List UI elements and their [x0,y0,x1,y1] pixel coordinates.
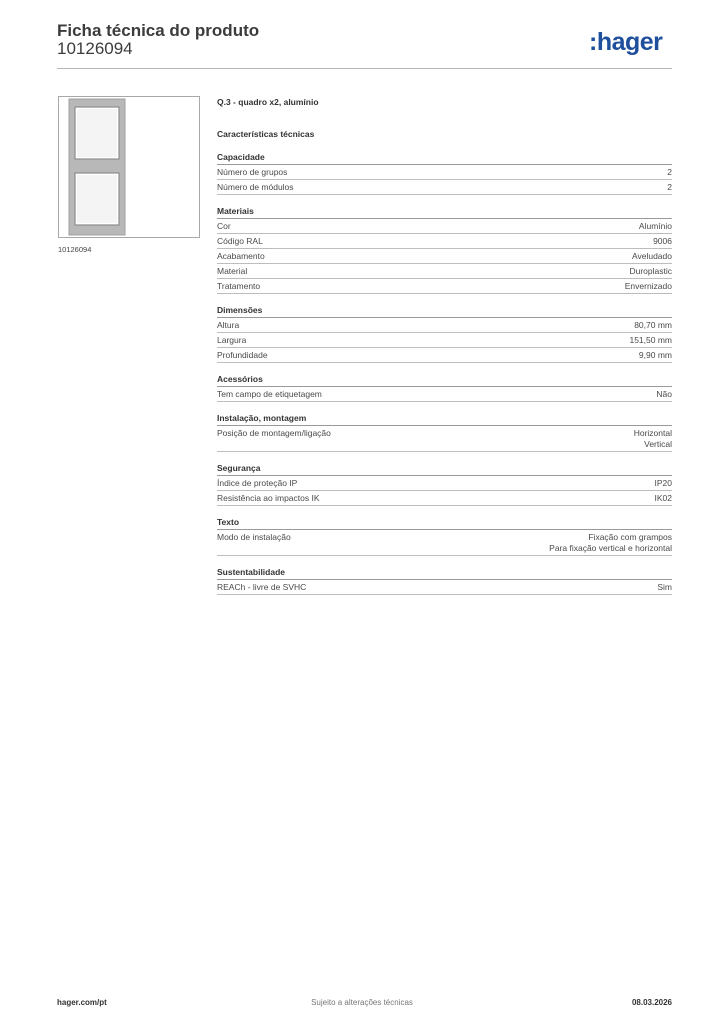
spec-label: Código RAL [217,235,263,246]
spec-value [657,582,672,593]
spec-label: Posição de montagem/ligação [217,427,331,438]
spec-value [632,251,672,262]
spec-value [634,320,672,331]
spec-row [217,530,672,556]
spec-value-line: IK02 [654,492,672,503]
spec-label: Altura [217,319,240,330]
spec-label: Número de grupos [217,166,288,177]
spec-value [653,236,672,247]
spec-label: Tem campo de etiquetagem [217,388,322,399]
spec-row [217,476,672,491]
product-image [58,96,200,238]
spec-value-line: Envernizado [624,280,672,291]
spec-value-line: Sim [657,581,672,592]
spec-value [634,428,672,450]
spec-row [217,318,672,333]
spec-label: Índice de proteção IP [217,477,298,488]
spec-value [667,182,672,193]
spec-value-line: Horizontal [633,427,672,438]
product-name: Q.3 - quadro x2, alumínio [217,97,319,107]
spec-value-line: Fixação com grampos [588,531,672,542]
spec-value-line: Duroplastic [629,265,672,276]
spec-value [629,266,672,277]
double-frame-icon [59,97,199,237]
spec-label: Largura [217,334,247,345]
spec-section [217,373,672,402]
spec-value-line: 2 [667,166,672,177]
spec-section [217,304,672,363]
spec-section [217,516,672,556]
spec-value-line: 2 [667,181,672,192]
spec-value-line: 80,70 mm [634,319,672,330]
spec-row [217,234,672,249]
spec-label: Número de módulos [217,181,294,192]
spec-row [217,491,672,506]
spec-row [217,279,672,294]
spec-value [625,281,672,292]
footer-website: hager.com/pt [57,998,107,1007]
section-title: Texto [217,516,672,530]
section-title: Sustentabilidade [217,566,672,580]
spec-value [656,389,672,400]
section-title: Dimensões [217,304,672,318]
spec-row [217,165,672,180]
spec-label: REACh - livre de SVHC [217,581,307,592]
spec-section [217,566,672,595]
spec-row [217,333,672,348]
spec-label: Resistência ao impactos IK [217,492,320,503]
spec-row [217,426,672,452]
spec-value [639,350,672,361]
spec-value-line: 9,90 mm [638,349,672,360]
spec-value [667,167,672,178]
spec-section [217,151,672,195]
spec-value [629,335,672,346]
footer-date: 08.03.2026 [631,998,672,1007]
spec-label: Profundidade [217,349,268,360]
spec-content [217,95,672,595]
tech-heading: Características técnicas [217,129,315,139]
spec-row [217,264,672,279]
spec-row [217,180,672,195]
spec-label: Acabamento [217,250,265,261]
spec-row [217,580,672,595]
footer-notice: Sujeito a alterações técnicas [311,998,413,1007]
section-title: Instalação, montagem [217,412,672,426]
section-title: Segurança [217,462,672,476]
spec-value-line: Vertical [644,438,672,449]
hager-logo: :hager [589,28,663,56]
spec-row [217,219,672,234]
spec-value [549,532,672,554]
image-caption: 10126094 [58,245,92,254]
spec-value-line: Não [656,388,672,399]
spec-section [217,205,672,294]
spec-label: Material [217,265,248,276]
spec-value-line: 151,50 mm [629,334,672,345]
header-divider [57,68,672,69]
spec-value-line: IP20 [654,477,672,488]
spec-row [217,387,672,402]
spec-value-line: Aveludado [631,250,672,261]
spec-value [639,221,672,232]
section-title: Materiais [217,205,672,219]
spec-row [217,348,672,363]
page-title: Ficha técnica do produto [57,21,260,40]
spec-sections [217,151,672,595]
spec-row [217,249,672,264]
spec-section [217,412,672,452]
product-code: 10126094 [57,39,133,58]
spec-value-line: Alumínio [638,220,672,231]
spec-label: Cor [217,220,231,231]
spec-value-line: Para fixação vertical e horizontal [549,542,672,553]
spec-label: Modo de instalação [217,531,291,542]
logo-colon-icon: : [589,28,597,56]
section-title: Capacidade [217,151,672,165]
section-title: Acessórios [217,373,672,387]
spec-value [655,493,673,504]
spec-value-line: 9006 [653,235,672,246]
spec-value [655,478,673,489]
spec-section [217,462,672,506]
spec-label: Tratamento [217,280,261,291]
